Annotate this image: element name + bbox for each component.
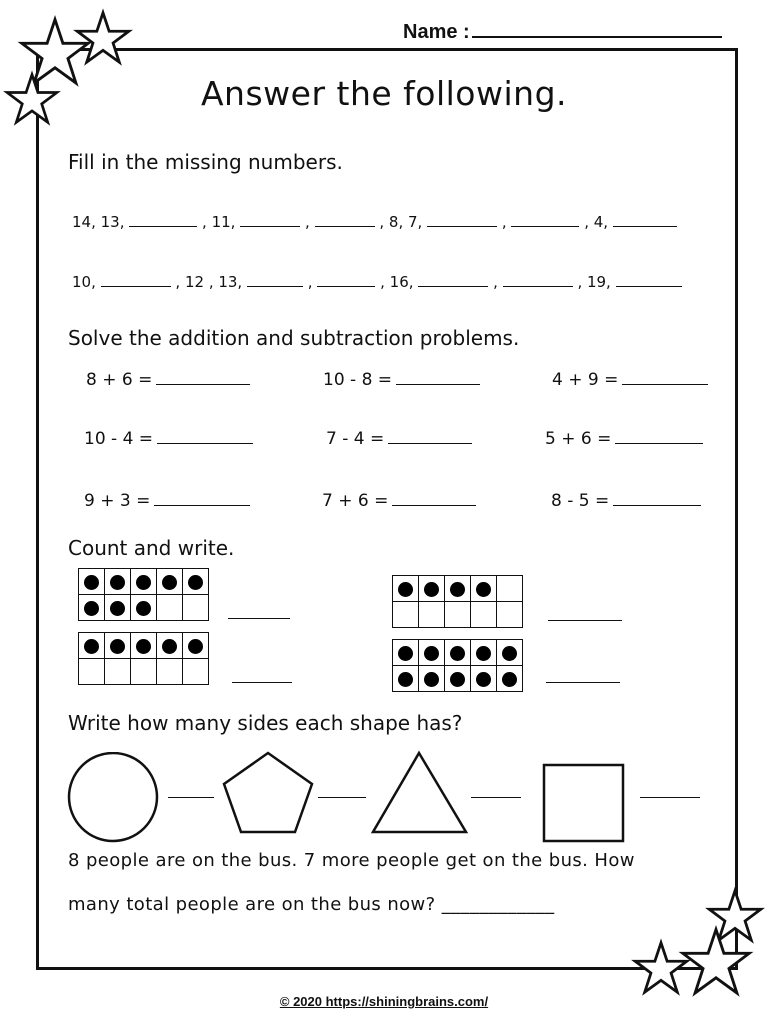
counter-dot: [84, 639, 99, 654]
ten-frame-cell: [105, 595, 131, 621]
ten-frame-cell: [131, 659, 157, 685]
answer-blank[interactable]: [396, 370, 480, 385]
section-heading-count-write: Count and write.: [68, 536, 235, 560]
answer-blank[interactable]: [640, 797, 700, 798]
counter-dot: [450, 582, 465, 597]
ten-frame-cell: [497, 602, 523, 628]
ten-frame-cell: [419, 640, 445, 666]
ten-frame-cell: [105, 633, 131, 659]
ten-frame: [78, 632, 209, 685]
answer-blank[interactable]: [232, 682, 292, 683]
ten-frame-cell: [183, 595, 209, 621]
answer-blank[interactable]: [129, 214, 197, 227]
answer-blank[interactable]: [168, 797, 214, 798]
answer-blank[interactable]: [247, 274, 303, 287]
counter-dot: [502, 672, 517, 687]
counter-dot: [136, 601, 151, 616]
ten-frame-cell: [471, 576, 497, 602]
counter-dot: [162, 575, 177, 590]
counter-dot: [398, 672, 413, 687]
ten-frame-cell: [497, 640, 523, 666]
counter-dot: [188, 575, 203, 590]
answer-blank[interactable]: [240, 214, 300, 227]
ten-frame-cell: [445, 602, 471, 628]
ten-frame-cell: [157, 595, 183, 621]
section-heading-missing-numbers: Fill in the missing numbers.: [68, 150, 343, 174]
counter-dot: [476, 672, 491, 687]
ten-frame-cell: [393, 576, 419, 602]
answer-blank[interactable]: [101, 274, 171, 287]
ten-frame-cell: [471, 640, 497, 666]
ten-frame-cell: [419, 666, 445, 692]
counter-dot: [424, 672, 439, 687]
counter-dot: [450, 646, 465, 661]
answer-blank[interactable]: [388, 429, 472, 444]
math-problem: 7 + 6 =: [322, 491, 476, 511]
star-icon: [632, 940, 690, 996]
counter-dot: [136, 639, 151, 654]
ten-frame-cell: [393, 602, 419, 628]
answer-blank[interactable]: [317, 274, 375, 287]
answer-blank[interactable]: [315, 214, 375, 227]
math-problem: 8 + 6 =: [86, 370, 250, 390]
math-problem: 10 - 4 =: [84, 429, 253, 449]
math-problem: 7 - 4 =: [326, 429, 472, 449]
ten-frame-cell: [393, 666, 419, 692]
ten-frame-cell: [157, 569, 183, 595]
pentagon-shape: [220, 750, 316, 836]
answer-blank[interactable]: [613, 214, 677, 227]
answer-blank[interactable]: [427, 214, 497, 227]
answer-blank[interactable]: [418, 274, 488, 287]
answer-blank[interactable]: [622, 370, 708, 385]
circle-shape: [66, 752, 162, 844]
math-problem: 9 + 3 =: [84, 491, 250, 511]
counter-dot: [136, 575, 151, 590]
answer-blank[interactable]: [157, 429, 253, 444]
math-problem: 8 - 5 =: [551, 491, 701, 511]
counter-dot: [84, 601, 99, 616]
ten-frame-cell: [497, 666, 523, 692]
counter-dot: [162, 639, 177, 654]
ten-frame-cell: [471, 666, 497, 692]
counter-dot: [398, 582, 413, 597]
answer-blank[interactable]: [616, 274, 682, 287]
ten-frame-cell: [157, 659, 183, 685]
counter-dot: [424, 646, 439, 661]
section-heading-shapes: Write how many sides each shape has?: [68, 711, 463, 735]
ten-frame-cell: [79, 595, 105, 621]
section-heading-add-sub: Solve the addition and subtraction problems.: [68, 326, 520, 350]
ten-frame-cell: [105, 659, 131, 685]
counter-dot: [188, 639, 203, 654]
counter-dot: [110, 601, 125, 616]
ten-frame: [392, 575, 523, 628]
sequence-row-1: 14, 13, , 11, , , 8, 7, , , 4,: [72, 213, 677, 231]
ten-frame-cell: [497, 576, 523, 602]
page-title: Answer the following.: [200, 74, 568, 113]
answer-blank[interactable]: [503, 274, 573, 287]
counter-dot: [84, 575, 99, 590]
ten-frame-cell: [79, 659, 105, 685]
math-problem: 5 + 6 =: [545, 429, 703, 449]
ten-frame-cell: [445, 640, 471, 666]
answer-blank[interactable]: [546, 682, 620, 683]
counter-dot: [398, 646, 413, 661]
ten-frame-cell: [471, 602, 497, 628]
square-shape: [542, 763, 626, 843]
ten-frame: [78, 568, 209, 621]
name-field[interactable]: [403, 18, 722, 44]
counter-dot: [110, 575, 125, 590]
answer-blank[interactable]: [613, 491, 701, 506]
name-line[interactable]: [472, 18, 722, 38]
answer-blank[interactable]: [156, 370, 250, 385]
counter-dot: [110, 639, 125, 654]
counter-dot: [476, 646, 491, 661]
sequence-row-2: 10, , 12 , 13, , , 16, , , 19,: [72, 273, 682, 291]
ten-frame-cell: [131, 633, 157, 659]
answer-blank[interactable]: [471, 797, 521, 798]
ten-frame-cell: [445, 576, 471, 602]
answer-blank[interactable]: [615, 429, 703, 444]
triangle-shape: [370, 750, 470, 836]
ten-frame-cell: [419, 576, 445, 602]
answer-blank[interactable]: [228, 618, 290, 619]
ten-frame-cell: [393, 640, 419, 666]
ten-frame-cell: [183, 633, 209, 659]
ten-frame-cell: [131, 595, 157, 621]
ten-frame-cell: [183, 659, 209, 685]
ten-frame-cell: [183, 569, 209, 595]
math-problem: 4 + 9 =: [552, 370, 708, 390]
answer-blank[interactable]: [392, 491, 476, 506]
counter-dot: [424, 582, 439, 597]
ten-frame: [392, 639, 523, 692]
ten-frame-cell: [79, 569, 105, 595]
ten-frame-cell: [419, 602, 445, 628]
ten-frame-cell: [157, 633, 183, 659]
answer-blank[interactable]: [511, 214, 579, 227]
word-problem-line-1: 8 people are on the bus. 7 more people get on the bus. How: [68, 850, 635, 871]
counter-dot: [476, 582, 491, 597]
footer-copyright[interactable]: © 2020 https://shiningbrains.com/: [279, 994, 489, 1009]
name-label: Name :: [403, 21, 470, 43]
word-problem-line-2: many total people are on the bus now? ____________: [68, 894, 555, 915]
ten-frame-cell: [79, 633, 105, 659]
answer-blank[interactable]: [154, 491, 250, 506]
answer-blank[interactable]: [548, 620, 622, 621]
ten-frame-cell: [445, 666, 471, 692]
counter-dot: [502, 646, 517, 661]
math-problem: 10 - 8 =: [323, 370, 480, 390]
counter-dot: [450, 672, 465, 687]
answer-blank[interactable]: [318, 797, 366, 798]
ten-frame-cell: [131, 569, 157, 595]
ten-frame-cell: [105, 569, 131, 595]
star-icon: [74, 10, 132, 66]
